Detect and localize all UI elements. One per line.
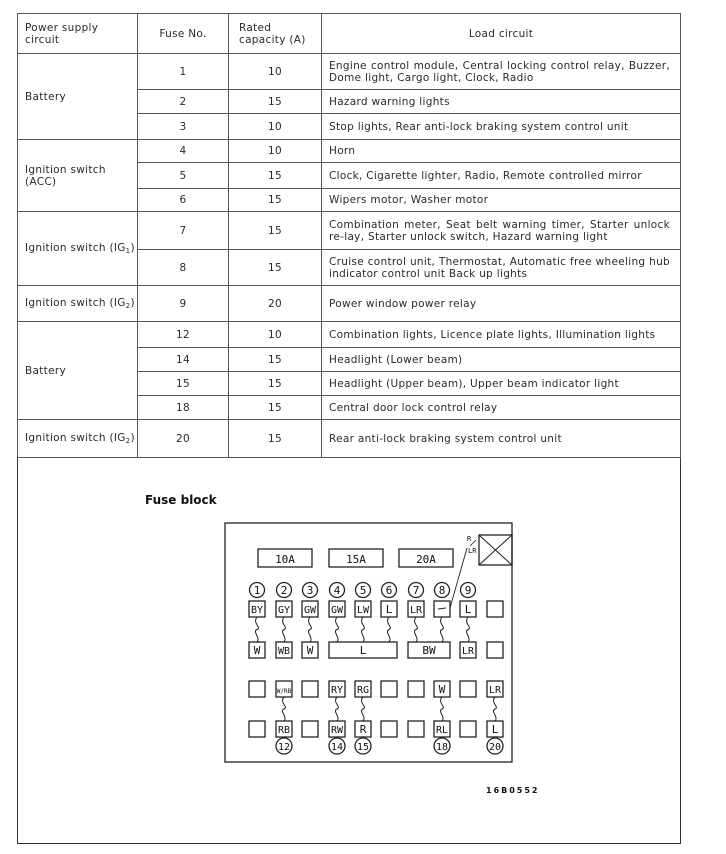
terminal-wire-color: RG <box>356 685 370 696</box>
load-circuit-cell: Clock, Cigarette lighter, Radio, Remote controlled mirror <box>322 163 681 189</box>
fuse-number: 2 <box>280 584 288 597</box>
rated-capacity-cell: 15 <box>229 396 322 420</box>
rated-capacity-cell: 15 <box>229 163 322 189</box>
fuse-number-cell: 12 <box>138 322 229 348</box>
fuse-terminal <box>408 721 424 737</box>
fuse-number-cell: 8 <box>138 250 229 286</box>
fuse-terminal <box>460 721 476 737</box>
rated-capacity-cell: 15 <box>229 348 322 372</box>
load-circuit-cell: Central door lock control relay <box>322 396 681 420</box>
fuse-terminal <box>381 721 397 737</box>
rated-capacity-cell: 20 <box>229 286 322 322</box>
fuse-wire <box>255 617 258 642</box>
terminal-wire-color: W <box>253 644 261 657</box>
power-supply-suffix: ) <box>130 432 135 444</box>
terminal-wire-color: W <box>306 644 314 657</box>
fuse-terminal <box>302 721 318 737</box>
fuse-terminal <box>487 642 503 658</box>
fuse-wire <box>440 617 443 642</box>
power-supply-suffix: ) <box>130 242 135 254</box>
fuse-wire <box>335 617 338 642</box>
relay-wire-label: LR <box>468 547 477 555</box>
fuse-terminal <box>408 681 424 697</box>
terminal-wire-color: L <box>385 603 393 616</box>
fuse-terminal <box>249 721 265 737</box>
fuse-number: 18 <box>435 742 449 753</box>
fuse-terminal <box>460 681 476 697</box>
terminal-wire-color: GY <box>277 605 291 616</box>
fuse-number: 5 <box>359 584 367 597</box>
terminal-wire-color: L <box>464 603 472 616</box>
fuse-number: 14 <box>330 742 344 753</box>
power-supply-subscript: 1 <box>125 247 131 255</box>
fuse-number-cell: 7 <box>138 212 229 250</box>
fuse-wire <box>440 697 443 721</box>
terminal-wire-color: RB <box>277 725 291 736</box>
rated-capacity-cell: 15 <box>229 212 322 250</box>
relay-wire-label: R <box>467 535 472 543</box>
load-circuit-cell: Power window power relay <box>322 286 681 322</box>
terminal-wire-color: GW <box>303 605 317 616</box>
fuse-wire <box>282 617 285 642</box>
power-supply-label: Ignition switch (IG <box>25 432 126 444</box>
relay-wire-end <box>438 608 446 609</box>
terminal-wire-color: BW <box>422 644 436 657</box>
power-supply-suffix: ) <box>130 297 135 309</box>
spare-fuse-label: 10A <box>275 553 295 566</box>
fuse-number: 6 <box>385 584 393 597</box>
fuse-number-cell: 20 <box>138 420 229 458</box>
rated-capacity-cell: 10 <box>229 54 322 90</box>
rated-capacity-cell: 15 <box>229 420 322 458</box>
terminal-wire-color: LW <box>356 605 370 616</box>
power-supply-label: Ignition switch (IG <box>25 242 126 254</box>
load-circuit-cell: Combination meter, Seat belt warning timer, Starter unlock re-lay, Starter unlock switch, Hazard warning light <box>322 212 681 250</box>
rated-capacity-cell: 10 <box>229 114 322 140</box>
rated-capacity-cell: 15 <box>229 372 322 396</box>
rated-capacity-cell: 10 <box>229 322 322 348</box>
fuse-wire <box>361 697 364 721</box>
load-circuit-cell: Hazard warning lights <box>322 90 681 114</box>
load-circuit-cell: Rear anti-lock braking system control unit <box>322 420 681 458</box>
fuse-terminal <box>487 601 503 617</box>
fuse-wire <box>335 697 338 721</box>
terminal-wire-color: WB <box>277 646 291 657</box>
fuse-number: 7 <box>412 584 420 597</box>
fuse-number-cell: 1 <box>138 54 229 90</box>
terminal-wire-color: L <box>359 644 367 657</box>
fuse-number-cell: 4 <box>138 140 229 163</box>
fuse-number: 20 <box>488 742 502 753</box>
header-load-circuit: Load circuit <box>322 14 681 54</box>
spare-fuse-label: 20A <box>416 553 436 566</box>
fuse-number-cell: 9 <box>138 286 229 322</box>
fuse-number-cell: 18 <box>138 396 229 420</box>
fuse-wire <box>466 617 469 642</box>
fuse-number: 1 <box>253 584 261 597</box>
power-supply-label: Battery <box>25 364 66 377</box>
terminal-wire-color: W <box>438 683 446 696</box>
power-supply-subscript: 2 <box>125 302 131 310</box>
terminal-wire-color: RL <box>435 725 449 736</box>
fuse-wire <box>387 617 390 642</box>
header-power-supply: Power supply circuit <box>18 14 138 54</box>
fuse-number-cell: 2 <box>138 90 229 114</box>
fuse-number-cell: 15 <box>138 372 229 396</box>
rated-capacity-cell: 15 <box>229 90 322 114</box>
power-supply-label: Ignition switch (ACC) <box>25 163 106 188</box>
fuse-block-title: Fuse block <box>145 493 217 507</box>
rated-capacity-cell: 10 <box>229 140 322 163</box>
fuse-number-cell: 6 <box>138 189 229 212</box>
terminal-wire-color: RW <box>330 725 344 736</box>
fuse-terminal <box>302 681 318 697</box>
rated-capacity-cell: 15 <box>229 189 322 212</box>
spare-fuse-label: 15A <box>346 553 366 566</box>
load-circuit-cell: Headlight (Upper beam), Upper beam indicator light <box>322 372 681 396</box>
fuse-wire <box>308 617 311 642</box>
fuse-wire <box>493 697 496 721</box>
fuse-number-cell: 3 <box>138 114 229 140</box>
fuse-number-cell: 14 <box>138 348 229 372</box>
terminal-wire-color: LR <box>488 685 502 696</box>
terminal-wire-color: BY <box>250 605 264 616</box>
figure-code: 16B0552 <box>486 786 540 795</box>
power-supply-label: Ignition switch (IG <box>25 297 126 309</box>
fuse-number: 3 <box>306 584 314 597</box>
fuse-wire <box>282 697 285 721</box>
terminal-wire-color: LR <box>461 646 475 657</box>
fuse-terminal <box>381 681 397 697</box>
terminal-wire-color: L <box>491 723 499 736</box>
terminal-wire-color: RY <box>330 685 344 696</box>
terminal-wire-color: R <box>359 723 367 736</box>
rated-capacity-cell: 15 <box>229 250 322 286</box>
fuse-number: 9 <box>464 584 472 597</box>
fuse-terminal <box>249 681 265 697</box>
load-circuit-cell: Headlight (Lower beam) <box>322 348 681 372</box>
load-circuit-cell: Engine control module, Central locking control relay, Buzzer, Dome light, Cargo light, Clock, Radio <box>322 54 681 90</box>
header-rated-capacity: Rated capacity (A) <box>229 14 322 54</box>
fuse-number: 15 <box>356 742 370 753</box>
load-circuit-cell: Horn <box>322 140 681 163</box>
load-circuit-cell: Wipers motor, Washer motor <box>322 189 681 212</box>
fuse-number: 8 <box>438 584 446 597</box>
power-supply-subscript: 2 <box>125 437 131 445</box>
terminal-wire-color: W/RB <box>276 688 292 695</box>
power-supply-label: Battery <box>25 90 66 103</box>
header-fuse-no: Fuse No. <box>138 14 229 54</box>
fuse-number: 4 <box>333 584 341 597</box>
terminal-wire-color: LR <box>409 605 423 616</box>
load-circuit-cell: Stop lights, Rear anti-lock braking system control unit <box>322 114 681 140</box>
fuse-number: 12 <box>277 742 291 753</box>
fuse-number-cell: 5 <box>138 163 229 189</box>
terminal-wire-color: GW <box>330 605 344 616</box>
fuse-wire <box>361 617 364 642</box>
load-circuit-cell: Cruise control unit, Thermostat, Automatic free wheeling hub indicator control unit Back up lights <box>322 250 681 286</box>
fuse-wire <box>414 617 417 642</box>
load-circuit-cell: Combination lights, Licence plate lights, Illumination lights <box>322 322 681 348</box>
